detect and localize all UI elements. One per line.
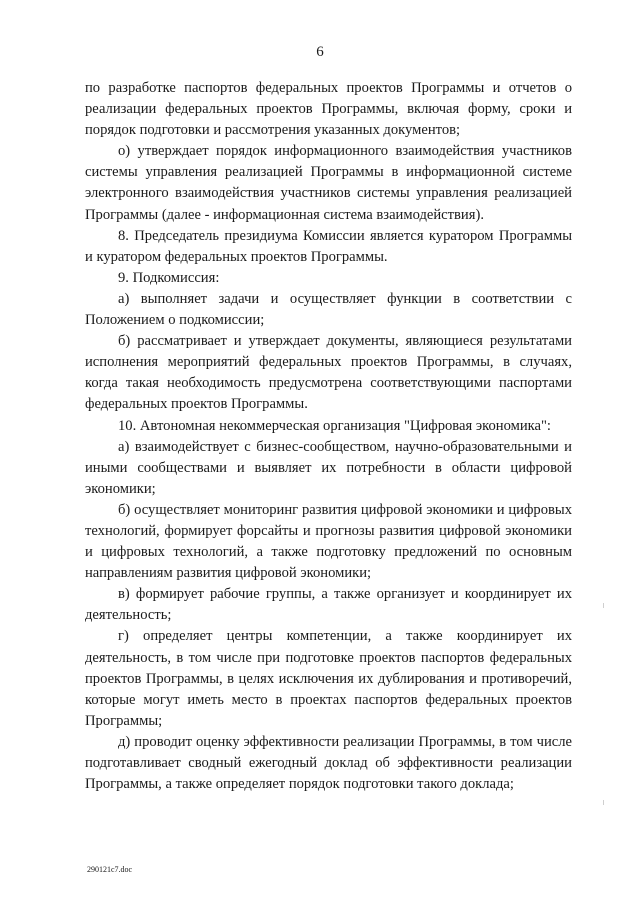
paragraph-item-10g: г) определяет центры компетенции, а также координирует их деятельность, в том числе при подготовке проектов паспортов федеральных проектов Программы, в целях исключения их дублирования и противоречий, которые могут иметь место в проектах паспортов федеральных проектов Программы;	[85, 628, 572, 729]
margin-mark	[603, 603, 604, 608]
paragraph-continuation: по разработке паспортов федеральных проектов Программы и отчетов о реализации федеральных проектов Программы, включая форму, сроки и порядок подготовки и рассмотрения указанных документов;	[85, 80, 572, 139]
paragraph-item-9b: б) рассматривает и утверждает документы, являющиеся результатами исполнения мероприятий федеральных проектов Программы, в случаях, когда такая необходимость предусмотрена соответствующими паспортами федеральных проектов Программы.	[85, 333, 572, 413]
paragraph-item-10d: д) проводит оценку эффективности реализации Программы, в том числе подготавливает сводный ежегодный доклад об эффективности реализации Программы, а также определяет порядок подготовки такого доклада;	[85, 733, 572, 793]
page-number: 6	[316, 44, 324, 60]
paragraph-clause-9: 9. Подкомиссия:	[118, 269, 220, 286]
document-body	[85, 78, 572, 795]
paragraph-item-10b: б) осуществляет мониторинг развития цифровой экономики и цифровых технологий, формирует форсайты и прогнозы развития цифровой экономики и цифровых технологий, а также подготовку предложений по основным направлениям развития цифровой экономики;	[85, 501, 572, 582]
paragraph-item-10v: в) формирует рабочие группы, а также организует и координирует их деятельность;	[85, 586, 572, 624]
file-code: 290121c7.doc	[87, 865, 133, 874]
paragraph-item-o: о) утверждает порядок информационного взаимодействия участников системы управления реализацией Программы в информационной системе электронного взаимодействия участников системы управления реализацией Программы (далее - информационная система взаимодействия).	[85, 143, 572, 223]
paragraph-clause-8: 8. Председатель президиума Комиссии является куратором Программы и куратором федеральных проектов Программы.	[85, 227, 572, 265]
paragraph-clause-10: 10. Автономная некоммерческая организация "Цифровая экономика":	[118, 417, 551, 434]
paragraph-item-9a: а) выполняет задачи и осуществляет функции в соответствии с Положением о подкомиссии;	[85, 290, 572, 329]
paragraph-item-10a: а) взаимодействует с бизнес-сообществом, научно-образовательными и иными сообществами и выявляет их потребности в области цифровой экономики;	[85, 438, 572, 497]
margin-mark	[603, 800, 604, 805]
